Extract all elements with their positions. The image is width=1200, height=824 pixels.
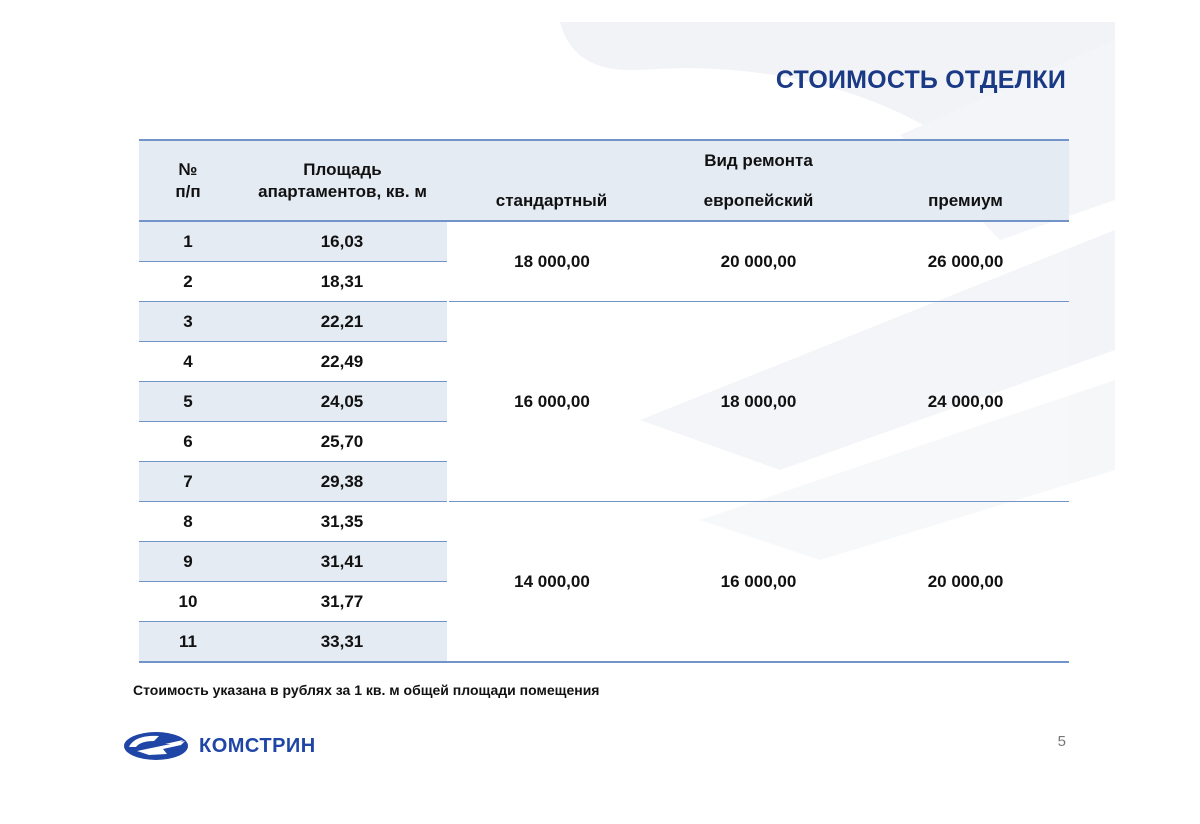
price-premium: 26 000,00 bbox=[862, 221, 1069, 302]
row-area: 16,03 bbox=[237, 221, 448, 262]
row-area: 31,77 bbox=[237, 582, 448, 622]
price-standard: 16 000,00 bbox=[448, 302, 655, 502]
row-area: 22,49 bbox=[237, 342, 448, 382]
logo bbox=[123, 730, 316, 762]
header-european: европейский bbox=[655, 181, 862, 221]
header-area: Площадь апартаментов, кв. м bbox=[237, 140, 448, 221]
table-row bbox=[139, 221, 1069, 262]
row-area: 31,35 bbox=[237, 502, 448, 542]
row-number: 10 bbox=[139, 582, 237, 622]
header-number: № п/п bbox=[139, 140, 237, 221]
page-title: СТОИМОСТЬ ОТДЕЛКИ bbox=[775, 66, 1066, 94]
row-number: 3 bbox=[139, 302, 237, 342]
row-area: 33,31 bbox=[237, 622, 448, 663]
price-european: 18 000,00 bbox=[655, 302, 862, 502]
price-standard: 14 000,00 bbox=[448, 502, 655, 663]
row-number: 4 bbox=[139, 342, 237, 382]
komstrin-logo-icon bbox=[123, 730, 193, 762]
row-area: 25,70 bbox=[237, 422, 448, 462]
price-premium: 20 000,00 bbox=[862, 502, 1069, 663]
row-number: 11 bbox=[139, 622, 237, 663]
row-area: 18,31 bbox=[237, 262, 448, 302]
logo-text: КОМСТРИН bbox=[199, 734, 316, 757]
row-number: 2 bbox=[139, 262, 237, 302]
table-row bbox=[139, 302, 1069, 342]
price-table bbox=[139, 139, 1069, 663]
header-premium: премиум bbox=[862, 181, 1069, 221]
row-number: 8 bbox=[139, 502, 237, 542]
footnote: Стоимость указана в рублях за 1 кв. м общей площади помещения bbox=[133, 682, 600, 698]
header-standard: стандартный bbox=[448, 181, 655, 221]
row-area: 24,05 bbox=[237, 382, 448, 422]
price-european: 16 000,00 bbox=[655, 502, 862, 663]
row-number: 1 bbox=[139, 221, 237, 262]
row-area: 22,21 bbox=[237, 302, 448, 342]
price-european: 20 000,00 bbox=[655, 221, 862, 302]
price-premium: 24 000,00 bbox=[862, 302, 1069, 502]
header-repair-type: Вид ремонта bbox=[448, 140, 1069, 181]
row-area: 31,41 bbox=[237, 542, 448, 582]
row-number: 7 bbox=[139, 462, 237, 502]
page-number: 5 bbox=[1057, 733, 1066, 750]
row-number: 6 bbox=[139, 422, 237, 462]
row-number: 5 bbox=[139, 382, 237, 422]
table-row bbox=[139, 502, 1069, 542]
row-area: 29,38 bbox=[237, 462, 448, 502]
price-standard: 18 000,00 bbox=[448, 221, 655, 302]
row-number: 9 bbox=[139, 542, 237, 582]
